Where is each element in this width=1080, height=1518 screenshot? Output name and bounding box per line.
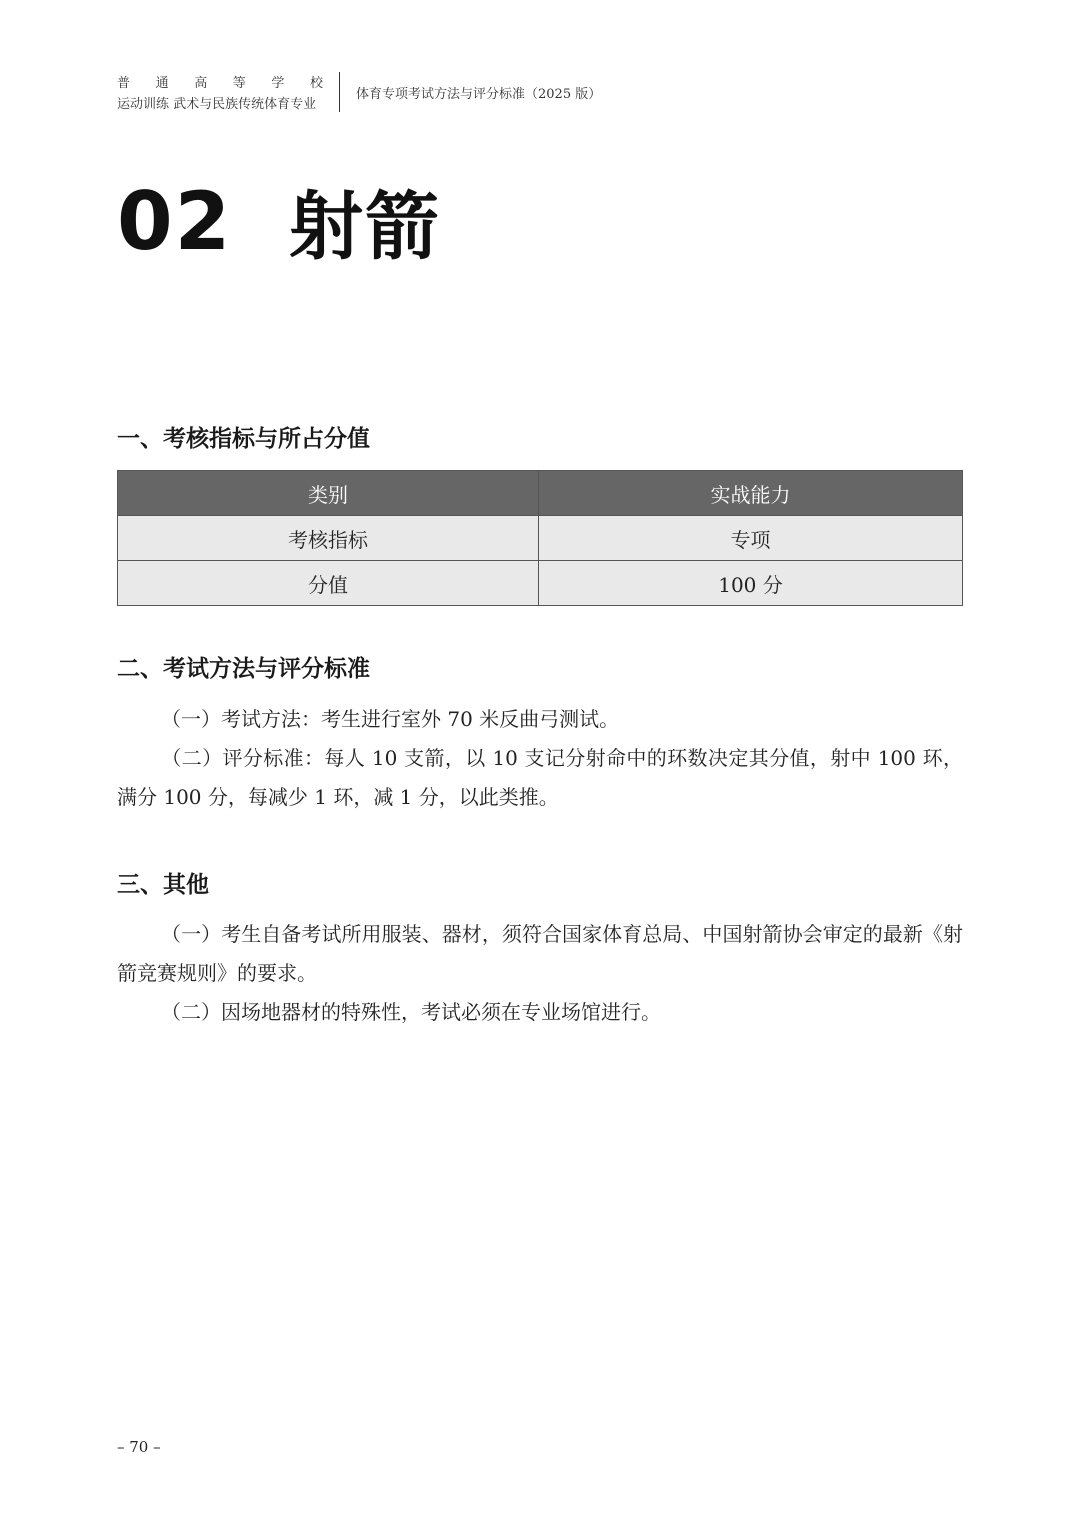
paragraph-text: （一）考试方法：考生进行室外 70 米反曲弓测试。: [161, 707, 620, 731]
header-char: 等: [232, 76, 246, 91]
table-header-cell: 类别: [118, 471, 539, 516]
header-left: [117, 72, 339, 112]
paragraph: [117, 700, 963, 739]
chapter-title: 射箭: [289, 184, 441, 270]
header-char: 普: [117, 76, 131, 91]
section-heading-2: 二、考试方法与评分标准: [117, 656, 370, 682]
header-book-title: 体育专项考试方法与评分标准（2025 版）: [356, 86, 602, 102]
header-divider: [339, 72, 340, 112]
table-row: [118, 516, 963, 561]
section-heading-1: 一、考核指标与所占分值: [117, 426, 370, 452]
header-school-type: [117, 72, 323, 91]
table-row: [118, 561, 963, 606]
table-header-row: [118, 471, 963, 516]
paragraph-text: （二）因场地器材的特殊性，考试必须在专业场馆进行。: [161, 1000, 661, 1024]
table-header-cell: 实战能力: [539, 471, 963, 516]
table-cell: 分值: [118, 561, 539, 606]
chapter-heading: [117, 168, 441, 274]
table-cell: 考核指标: [118, 516, 539, 561]
page-number: – 70 –: [117, 1438, 161, 1456]
chapter-number: 02: [117, 174, 233, 268]
header-char: 高: [194, 76, 208, 91]
header-major: 运动训练 武术与民族传统体育专业: [117, 97, 317, 112]
section-heading-3: 三、其他: [117, 872, 209, 898]
paragraph-text: （一）考生自备考试所用服装、器材，须符合国家体育总局、中国射箭协会审定的最新《射箭竞赛规则》的要求。: [117, 922, 963, 985]
header-char: 学: [271, 76, 285, 91]
running-header: [117, 72, 601, 112]
paragraph: [117, 993, 963, 1032]
paragraph: [117, 915, 963, 993]
header-char: 校: [309, 76, 323, 91]
table-cell: 专项: [539, 516, 963, 561]
paragraph-text: （二）评分标准：每人 10 支箭，以 10 支记分射命中的环数决定其分值，射中 100 环，满分 100 分，每减少 1 环，减 1 分，以此类推。: [117, 746, 963, 809]
paragraph: [117, 739, 963, 817]
header-char: 通: [155, 76, 169, 91]
score-table: [117, 470, 963, 606]
table-cell: 100 分: [539, 561, 963, 606]
